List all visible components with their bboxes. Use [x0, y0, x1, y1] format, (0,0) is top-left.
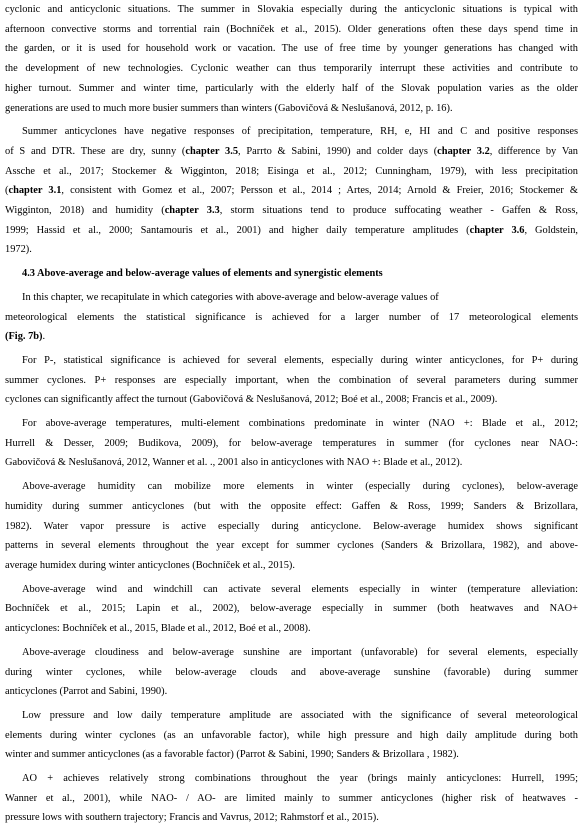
text-line: Low pressure and low daily temperature amplitude are associated with the significance of several meteorological [22, 709, 578, 721]
text-line: anticyclones: Bochníček et al., 2015, Blade et al., 2012, Boé et al., 2008). [5, 623, 311, 635]
text-line: generations are used to much more busier summers than winters (Gabovičová & Neslušanová, 2012, p. 16). [5, 102, 453, 114]
text-line: the development of new technologies. Cyclonic weather can thus temporarily interrupt these activities and contribute to [5, 63, 578, 75]
text-line: Hurrell & Desser, 2009; Budikova, 2009), for below-average temperatures in summer (for cyclones near NAO-: [5, 437, 578, 449]
text-run: . [42, 331, 46, 343]
paragraph [5, 706, 578, 765]
text-line: For above-average temperatures, multi-element combinations predominate in winter (NAO +: Blade et al., 2012; [22, 418, 578, 430]
text-line: 1972). [5, 244, 32, 256]
paragraph [5, 0, 578, 118]
text-run: ( [5, 185, 9, 197]
text-line: humidity during summer anticyclones (but with the opposite effect: Gaffen & Ross, 1999; Sanders & Brizollara, [5, 500, 578, 512]
text-run: , consistent with Gomez et al., 2007; Persson et al., 2014 ; Artes, 2014; Arnold & Freier, 2016; Stockemer & [61, 185, 578, 197]
text-line: cyclones can significantly affect the turnout (Gabovičová & Neslušanová, 2012; Boé et al., 2008; Francis et al., 2009). [5, 394, 498, 406]
text-line: pressure lows with southern trajectory; Francis and Vavrus, 2012; Rahmstorf et al., 2015). [5, 812, 379, 824]
cross-reference: chapter 3.1 [8, 185, 62, 197]
text-line: higher turnout. Summer and winter time, particularly with the elderly half of the Slovak population varies as the older [5, 82, 578, 94]
text-run: 1999; Hassid et al., 2000; Santamouris et al., 2001) and higher daily temperature amplitudes ( [5, 224, 470, 236]
text-line [5, 142, 578, 162]
text-line: afternoon convective storms and torrential rain (Bochníček et al., 2015). Older generations often these days spend time in [5, 23, 578, 35]
text-run: Wigginton, 2018) and humidity ( [5, 205, 165, 217]
cross-reference: (Fig. 7b) [5, 331, 43, 343]
text-line: anticyclones (Parrot and Sabini, 1990). [5, 686, 168, 698]
text-line: 1982). Water vapor pressure is active especially during anticyclone. Below-average humidex shows significant [5, 520, 578, 532]
text-line [5, 201, 578, 221]
text-line: winter and summer anticyclones (as a favorable factor) (Parrot & Sabini, 1990; Sanders & Brizollara , 1982). [5, 749, 459, 761]
paragraph [5, 643, 578, 702]
cross-reference: chapter 3.6 [469, 224, 525, 236]
text-run: , difference by Van [489, 145, 578, 157]
paragraph [5, 580, 578, 639]
text-line: Summer anticyclones have negative responses of precipitation, temperature, RH, e, HI and C and positive responses [22, 126, 578, 138]
text-line: Assche et al., 2017; Stockemer & Wigginton, 2018; Eisinga et al., 2012; Cunningham, 1979), with less precipitation [5, 165, 578, 177]
text-line: average humidex during winter anticyclones (Bochníček et al., 2015). [5, 559, 295, 571]
text-line [5, 221, 578, 241]
text-line: Gabovičová & Neslušanová, 2012, Wanner et al. ., 2001 also in anticyclones with NAO +: Blade et al., 2012). [5, 457, 463, 469]
document-page [5, 0, 578, 828]
cross-reference: chapter 3.2 [437, 145, 490, 157]
text-line: Above-average wind and windchill can activate several elements especially in winter (temperature alleviation: [22, 583, 578, 595]
paragraph [5, 477, 578, 576]
paragraph [5, 288, 578, 347]
paragraph [5, 414, 578, 473]
text-run: , storm situations tend to produce suffocating weather - Gaffen & Ross, [219, 205, 578, 217]
paragraph [5, 122, 578, 260]
text-line: Wanner et al., 2001), while NAO- / AO- are limited mainly to summer anticyclones (higher risk of heatwaves - [5, 792, 578, 804]
text-line: summer cyclones. P+ responses are especially important, when the combination of several parameters during summer [5, 374, 578, 386]
text-line: elements during winter cyclones (as an unfavorable factor), while high pressure and high daily amplitude during both [5, 729, 578, 741]
text-line: cyclonic and anticyclonic situations. The summer in Slovakia especially during the anticyclonic situations is typical with [5, 4, 578, 15]
text-run: , Goldstein, [524, 224, 578, 236]
text-line: Above-average cloudiness and below-average sunshine are important (unfavorable) for several elements, especially [22, 646, 578, 658]
text-line: patterns in several elements throughout the year except for summer cyclones (Sanders & Brizollara, 1982), and above- [5, 540, 578, 552]
text-run: of S and DTR. These are dry, sunny ( [5, 145, 186, 157]
cross-reference: chapter 3.3 [164, 205, 220, 217]
section-heading: 4.3 Above-average and below-average values of elements and synergistic elements [22, 268, 383, 280]
text-line: Bochníček et al., 2015; Lapin et al., 2002), below-average especially in summer (both heatwaves and NAO+ [5, 603, 578, 615]
text-line: AO + achieves relatively strong combinations throughout the year (brings mainly anticyclones: Hurrell, 1995; [22, 773, 578, 785]
cross-reference: chapter 3.5 [185, 145, 239, 157]
text-line [5, 327, 578, 347]
paragraph [5, 769, 578, 828]
text-line [5, 181, 578, 201]
text-line: In this chapter, we recapitulate in which categories with above-average and below-average values of [22, 291, 439, 303]
text-run: , Parrto & Sabini, 1990) and colder days ( [238, 145, 438, 157]
text-line: Above-average humidity can mobilize more elements in winter (especially during cyclones), below-average [22, 481, 578, 493]
text-line: For P-, statistical significance is achieved for several elements, especially during winter anticyclones, for P+ during [22, 354, 578, 366]
paragraph [5, 351, 578, 410]
text-line: during winter cyclones, while below-average clouds and above-average sunshine (favorable) during summer [5, 666, 578, 678]
text-line: the garden, or it is used for household work or vacation. The use of free time by younger generations has changed with [5, 43, 578, 55]
text-line: meteorological elements the statistical significance is achieved for a larger number of 17 meteorological elements [5, 311, 578, 323]
